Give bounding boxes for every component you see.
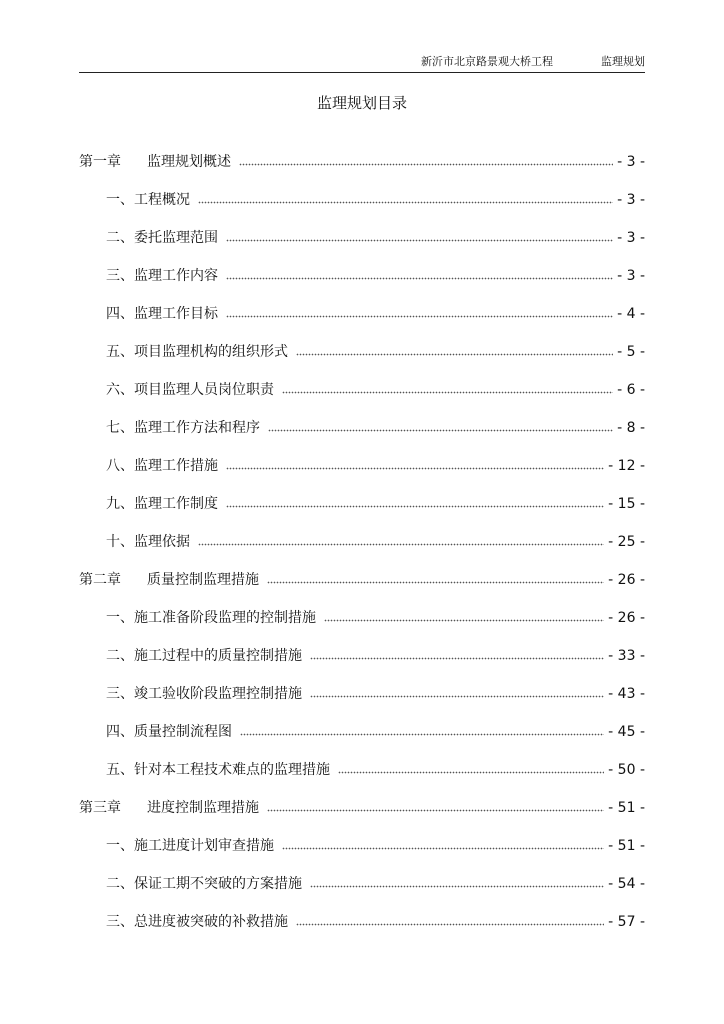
page-header [79,54,645,73]
toc-entry-number: 三、 [106,686,134,702]
toc-entry-label [106,304,218,324]
toc-page-number: - 51 - [608,800,645,816]
toc-section-entry[interactable] [79,599,645,637]
toc-dot-leader [310,653,604,663]
toc-page-number: - 6 - [617,382,645,398]
toc-entry-title: 施工进度计划审查措施 [134,838,274,854]
toc-entry-label [106,190,190,210]
toc-section-entry[interactable] [79,295,645,333]
toc-page-number: - 33 - [608,648,645,664]
toc-section-entry[interactable] [79,257,645,295]
toc-dot-leader [282,843,604,853]
toc-entry-number: 一、 [106,610,134,626]
toc-dot-leader [239,159,613,169]
toc-entry-title: 监理工作内容 [134,268,218,284]
toc-entry-label [79,798,259,818]
toc-section-entry[interactable] [79,865,645,903]
toc-section-entry[interactable] [79,713,645,751]
toc-dot-leader [198,197,613,207]
toc-section-entry[interactable] [79,371,645,409]
toc-page-number: - 12 - [608,458,645,474]
toc-entry-title: 委托监理范围 [134,230,218,246]
toc-page-number: - 57 - [608,914,645,930]
toc-entry-title: 项目监理人员岗位职责 [134,382,274,398]
toc-entry-title: 监理工作方法和程序 [134,420,260,436]
toc-entry-label [106,342,288,362]
toc-entry-number: 四、 [106,306,134,322]
toc-entry-title: 进度控制监理措施 [147,800,259,816]
toc-entry-title: 施工过程中的质量控制措施 [134,648,302,664]
toc-page-number: - 5 - [617,344,645,360]
toc-entry-title: 针对本工程技术难点的监理措施 [134,762,330,778]
toc-page-number: - 3 - [617,154,645,170]
toc-entry-number: 十、 [106,534,134,550]
toc-entry-title: 项目监理机构的组织形式 [134,344,288,360]
toc-entry-number: 第二章 [79,572,121,588]
toc-section-entry[interactable] [79,409,645,447]
toc-dot-leader [198,539,604,549]
toc-entry-number: 二、 [106,876,134,892]
toc-dot-leader [226,235,613,245]
toc-entry-label [106,912,288,932]
toc-dot-leader [310,691,604,701]
toc-entry-title: 竣工验收阶段监理控制措施 [134,686,302,702]
toc-entry-number: 第三章 [79,800,121,816]
toc-entry-title: 工程概况 [134,192,190,208]
toc-entry-label [106,836,274,856]
toc-page-number: - 54 - [608,876,645,892]
toc-page-number: - 3 - [617,268,645,284]
toc-dot-leader [324,615,604,625]
toc-page-number: - 3 - [617,192,645,208]
toc-chapter-entry[interactable] [79,143,645,181]
toc-dot-leader [226,273,613,283]
toc-entry-number: 九、 [106,496,134,512]
toc-section-entry[interactable] [79,675,645,713]
toc-entry-title: 监理依据 [134,534,190,550]
toc-entry-number: 八、 [106,458,134,474]
table-of-contents [79,143,645,941]
toc-dot-leader [226,501,604,511]
toc-entry-number: 三、 [106,268,134,284]
toc-section-entry[interactable] [79,903,645,941]
toc-dot-leader [282,387,613,397]
toc-page-number: - 26 - [608,610,645,626]
toc-entry-label [106,380,274,400]
toc-page-number: - 45 - [608,724,645,740]
toc-section-entry[interactable] [79,523,645,561]
toc-title: 监理规划目录 [316,94,407,112]
toc-entry-label [106,646,302,666]
toc-entry-label [106,684,302,704]
toc-entry-title: 总进度被突破的补救措施 [134,914,288,930]
toc-entry-number: 四、 [106,724,134,740]
toc-entry-number: 第一章 [79,154,121,170]
toc-dot-leader [296,919,604,929]
toc-section-entry[interactable] [79,751,645,789]
toc-dot-leader [226,311,613,321]
toc-dot-leader [268,425,613,435]
toc-page-number: - 8 - [617,420,645,436]
toc-entry-title: 保证工期不突破的方案措施 [134,876,302,892]
header-document-name: 监理规划 [601,55,645,68]
toc-entry-number: 二、 [106,230,134,246]
toc-section-entry[interactable] [79,637,645,675]
toc-entry-title: 监理工作制度 [134,496,218,512]
toc-section-entry[interactable] [79,447,645,485]
toc-page-number: - 26 - [608,572,645,588]
toc-dot-leader [267,805,604,815]
toc-entry-label [106,722,232,742]
toc-page-number: - 51 - [608,838,645,854]
toc-chapter-entry[interactable] [79,789,645,827]
toc-dot-leader [267,577,604,587]
toc-entry-label [106,760,330,780]
toc-entry-label [106,456,218,476]
header-project-name: 新沂市北京路景观大桥工程 [421,55,553,68]
toc-entry-number: 一、 [106,192,134,208]
toc-dot-leader [296,349,613,359]
toc-section-entry[interactable] [79,485,645,523]
toc-entry-title: 监理工作目标 [134,306,218,322]
toc-page-number: - 50 - [608,762,645,778]
toc-dot-leader [240,729,604,739]
toc-section-entry[interactable] [79,827,645,865]
toc-page-number: - 3 - [617,230,645,246]
toc-entry-title: 质量控制流程图 [134,724,232,740]
toc-section-entry[interactable] [79,219,645,257]
toc-entry-number: 三、 [106,914,134,930]
toc-page-number: - 15 - [608,496,645,512]
toc-entry-label [106,418,260,438]
toc-entry-title: 质量控制监理措施 [147,572,259,588]
toc-entry-number: 五、 [106,762,134,778]
toc-entry-label [106,494,218,514]
toc-entry-label [106,608,316,628]
toc-section-entry[interactable] [79,333,645,371]
toc-page-number: - 4 - [617,306,645,322]
toc-entry-label [79,570,259,590]
toc-chapter-entry[interactable] [79,561,645,599]
toc-entry-label [106,874,302,894]
toc-entry-number: 一、 [106,838,134,854]
toc-entry-label [106,228,218,248]
toc-entry-number: 五、 [106,344,134,360]
toc-page-number: - 25 - [608,534,645,550]
toc-dot-leader [338,767,604,777]
toc-entry-number: 六、 [106,382,134,398]
toc-entry-title: 监理规划概述 [147,154,231,170]
toc-entry-label [106,266,218,286]
toc-entry-number: 二、 [106,648,134,664]
toc-dot-leader [310,881,604,891]
toc-entry-label [79,152,231,172]
toc-entry-number: 七、 [106,420,134,436]
toc-entry-title: 监理工作措施 [134,458,218,474]
toc-page-number: - 43 - [608,686,645,702]
toc-entry-title: 施工准备阶段监理的控制措施 [134,610,316,626]
toc-dot-leader [226,463,604,473]
toc-section-entry[interactable] [79,181,645,219]
toc-entry-label [106,532,190,552]
